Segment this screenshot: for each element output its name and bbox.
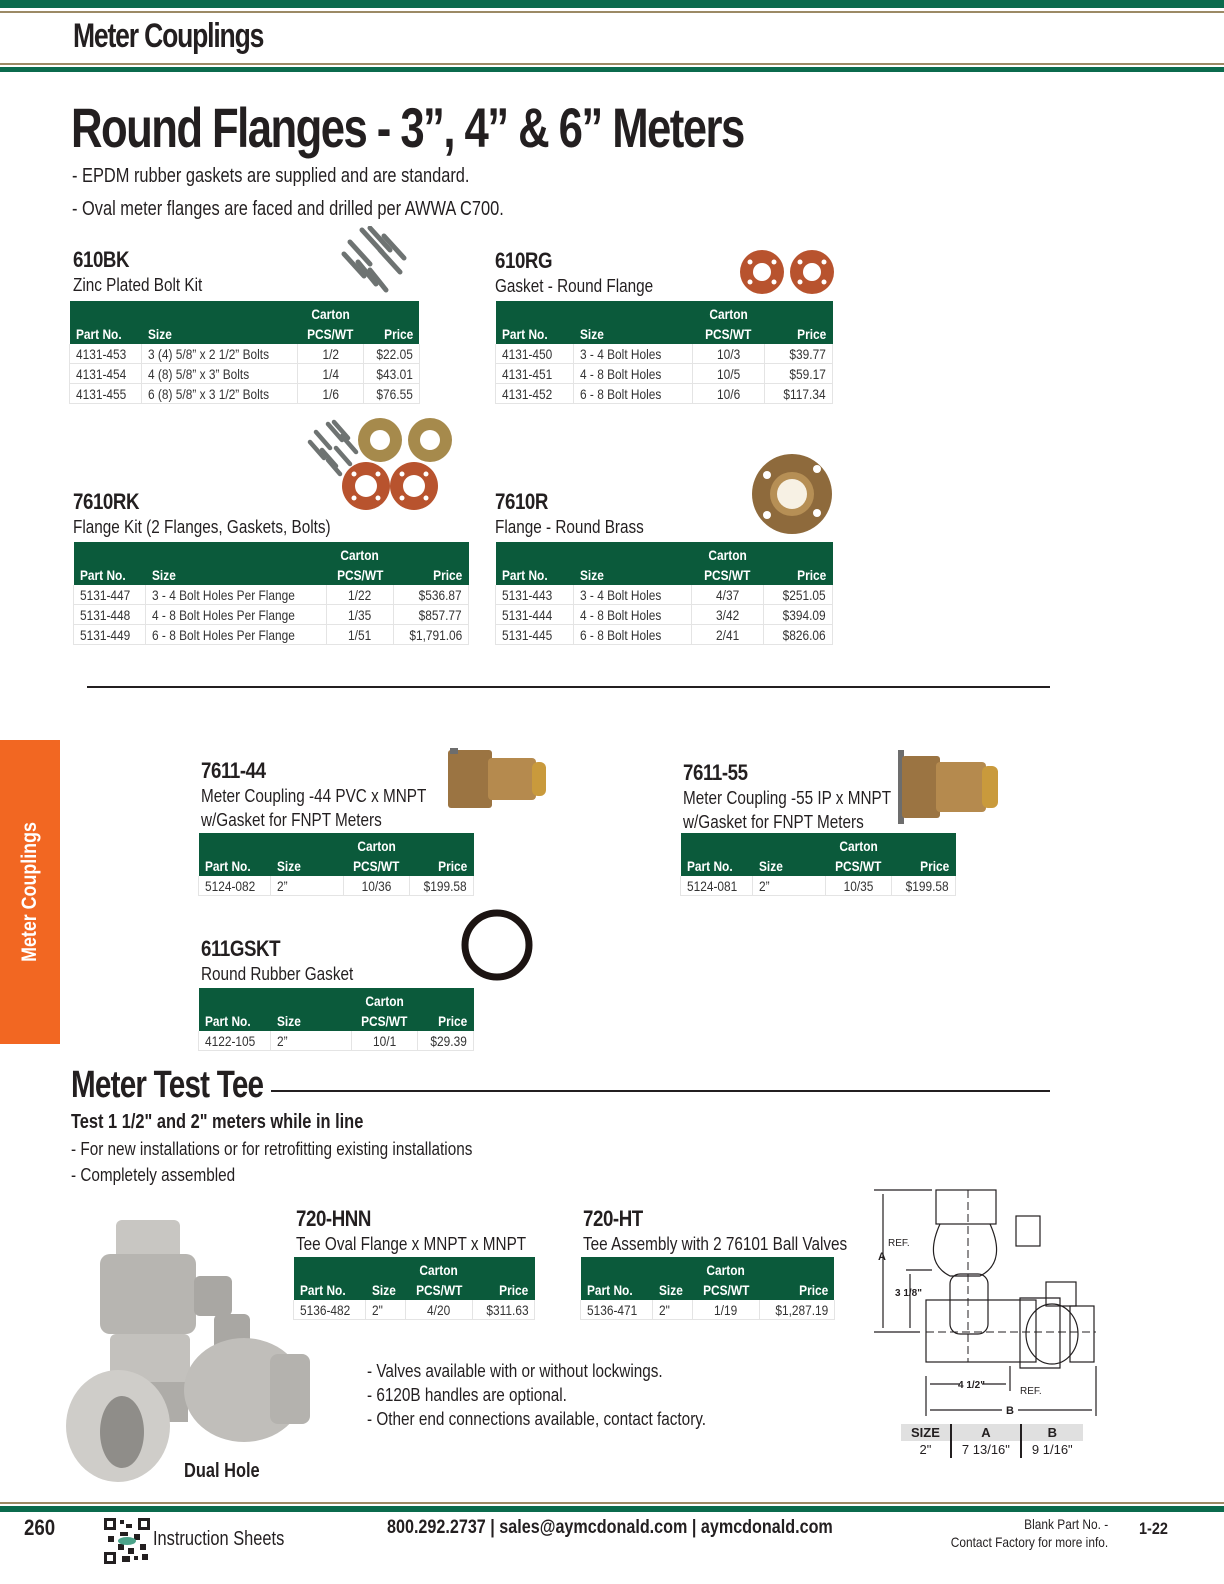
bolt-kit-image — [340, 226, 416, 296]
ref-label-top: REF. — [888, 1238, 910, 1249]
brass-flange-image — [751, 453, 833, 535]
product-table-7611-55: Carton Part No. Size PCS/WT Price 5124-081 2” 10/35 $199.58 — [680, 833, 956, 896]
table-row: 5136-471 2" 1/19 $1,287.19 — [581, 1300, 835, 1320]
section-divider — [87, 686, 1050, 688]
table-row: 5131-447 3 - 4 Bolt Holes Per Flange 1/22 $536.87 — [74, 585, 469, 605]
product-description: Meter Coupling -55 IP x MNPT — [683, 788, 892, 808]
product-code: 7610R — [495, 489, 548, 514]
note-item: - Other end connections available, contact factory. — [367, 1409, 707, 1429]
footer-note: Blank Part No. - Contact Factory for more info. — [950, 1516, 1108, 1550]
product-description: Flange - Round Brass — [495, 517, 644, 537]
test-tee-image — [64, 1214, 314, 1484]
svg-text:REF.: REF. — [1020, 1386, 1042, 1397]
svg-text:3 1/8": 3 1/8" — [895, 1288, 922, 1299]
section-title-meter-test-tee: Meter Test Tee — [71, 1064, 264, 1106]
table-row: 5124-082 2” 10/36 $199.58 — [199, 876, 474, 896]
product-table-610bk: Carton Part No. Size PCS/WT Price 4131-453 3 (4) 5/8” x 2 1/2” Bolts 1/2 $22.05 4131-454 4 (8) 5/8” x 3” Bolts 1/4 $43.01 4131-455 6 (8) 5/8” x 3 1/2” Bolts 1/6 $76.55 — [69, 301, 420, 404]
product-table-7611-44: Carton Part No. Size PCS/WT Price 5124-082 2” 10/36 $199.58 — [198, 833, 474, 896]
table-row: 4131-455 6 (8) 5/8” x 3 1/2” Bolts 1/6 $76.55 — [70, 384, 420, 404]
intro-note: - Oval meter flanges are faced and drilled per AWWA C700. — [72, 198, 504, 220]
product-description: Tee Assembly with 2 76101 Ball Valves — [583, 1234, 848, 1254]
table-row: 4131-453 3 (4) 5/8” x 2 1/2” Bolts 1/2 $22.05 — [70, 344, 420, 364]
product-code: 7611-55 — [683, 760, 748, 785]
feature-bullet: - Completely assembled — [71, 1165, 236, 1185]
qr-code-icon[interactable] — [104, 1518, 150, 1564]
test-tee-dimension-diagram — [870, 1186, 1102, 1426]
section-title-rule — [271, 1090, 1050, 1092]
header-bottom-rule — [0, 63, 1224, 65]
intro-note: - EPDM rubber gaskets are supplied and are standard. — [72, 165, 470, 187]
svg-text:B: B — [1006, 1405, 1014, 1417]
instruction-sheets-link[interactable]: Instruction Sheets — [153, 1528, 285, 1550]
table-row: 5131-443 3 - 4 Bolt Holes 4/37 $251.05 — [496, 585, 833, 605]
table-row: 5136-482 2" 4/20 $311.63 — [294, 1300, 535, 1320]
header-top-bar — [0, 0, 1224, 8]
product-code: 7611-44 — [201, 758, 266, 783]
product-description: Tee Oval Flange x MNPT x MNPT — [296, 1234, 527, 1254]
product-table-720-ht: Carton Part No. Size PCS/WT Price 5136-471 2" 1/19 $1,287.19 — [580, 1257, 835, 1320]
product-code: 610BK — [73, 247, 130, 272]
product-code: 611GSKT — [201, 936, 281, 961]
product-table-610rg: Carton Part No. Size PCS/WT Price 4131-450 3 - 4 Bolt Holes 10/3 $39.77 4131-451 4 - 8 Bolt Holes 10/5 $59.17 4131-452 6 - 8 Bolt Holes 10/6 $117.34 — [495, 301, 833, 404]
table-row: 5131-448 4 - 8 Bolt Holes Per Flange 1/35 $857.77 — [74, 605, 469, 625]
note-item: - Valves available with or without lockwings. — [367, 1361, 663, 1381]
table-row: 4131-451 4 - 8 Bolt Holes 10/5 $59.17 — [496, 364, 833, 384]
product-table-611gskt: Carton Part No. Size PCS/WT Price 4122-105 2” 10/1 $29.39 — [198, 988, 474, 1051]
product-code: 610RG — [495, 248, 553, 273]
product-description: Flange Kit (2 Flanges, Gaskets, Bolts) — [73, 517, 331, 537]
product-description: Gasket - Round Flange — [495, 276, 654, 296]
round-gasket-image — [740, 248, 836, 296]
product-table-7610rk: Carton Part No. Size PCS/WT Price 5131-447 3 - 4 Bolt Holes Per Flange 1/22 $536.87 5131-448 4 - 8 Bolt Holes Per Flange 1/35 $857.77 5131-449 6 - 8 Bolt Holes Per Flange 1/51 $1,791.06 — [73, 542, 469, 645]
product-description: w/Gasket for FNPT Meters — [683, 812, 864, 832]
dimension-table: SIZE A B 2" 7 13/16" 9 1/16" — [901, 1424, 1083, 1458]
product-table-7610r: Carton Part No. Size PCS/WT Price 5131-443 3 - 4 Bolt Holes 4/37 $251.05 5131-444 4 - 8 Bolt Holes 3/42 $394.09 5131-445 6 - 8 Bolt Holes 2/41 $826.06 — [495, 542, 833, 645]
table-row: 4122-105 2” 10/1 $29.39 — [199, 1031, 474, 1051]
product-description: Round Rubber Gasket — [201, 964, 354, 984]
footer-contact: 800.292.2737 | sales@aymcdonald.com | aymcdonald.com — [387, 1517, 833, 1538]
revision-code: 1-22 — [1139, 1519, 1168, 1538]
side-tab-meter-couplings: Meter Couplings — [0, 740, 60, 1044]
section-header-title: Meter Couplings — [73, 17, 264, 55]
feature-bullet: - For new installations or for retrofitting existing installations — [71, 1139, 473, 1159]
page-title: Round Flanges - 3”, 4” & 6” Meters — [71, 96, 744, 159]
table-row: 5131-449 6 - 8 Bolt Holes Per Flange 1/51 $1,791.06 — [74, 625, 469, 645]
table-row: 5124-081 2” 10/35 $199.58 — [681, 876, 956, 896]
product-code: 720-HT — [583, 1206, 643, 1231]
product-description: Zinc Plated Bolt Kit — [73, 275, 203, 295]
table-row: 5131-444 4 - 8 Bolt Holes 3/42 $394.09 — [496, 605, 833, 625]
table-row: 4131-454 4 (8) 5/8” x 3” Bolts 1/4 $43.01 — [70, 364, 420, 384]
header-bottom-bar — [0, 67, 1224, 72]
flange-kit-image — [306, 418, 458, 514]
table-row: 4131-450 3 - 4 Bolt Holes 10/3 $39.77 — [496, 344, 833, 364]
image-caption: Dual Hole — [184, 1460, 260, 1482]
test-tee-subtitle: Test 1 1/2" and 2" meters while in line — [71, 1111, 364, 1133]
table-row: 5131-445 6 - 8 Bolt Holes 2/41 $826.06 — [496, 625, 833, 645]
product-code: 7610RK — [73, 489, 140, 514]
table-row: 4131-452 6 - 8 Bolt Holes 10/6 $117.34 — [496, 384, 833, 404]
footer-top-rule — [0, 1502, 1224, 1504]
product-table-720-hnn: Carton Part No. Size PCS/WT Price 5136-482 2" 4/20 $311.63 — [293, 1257, 535, 1320]
page-number: 260 — [24, 1515, 56, 1540]
table-row: 2" 7 13/16" 9 1/16" — [901, 1441, 1083, 1458]
svg-text:A: A — [878, 1251, 886, 1263]
meter-coupling-image — [444, 746, 550, 812]
meter-coupling-image — [894, 744, 1004, 830]
svg-text:4 1/2": 4 1/2" — [958, 1380, 985, 1391]
product-code: 720-HNN — [296, 1206, 371, 1231]
footer-bar — [0, 1506, 1224, 1512]
rubber-gasket-image — [460, 908, 534, 982]
product-description: Meter Coupling -44 PVC x MNPT — [201, 786, 427, 806]
header-top-rule — [0, 11, 1224, 13]
note-item: - 6120B handles are optional. — [367, 1385, 567, 1405]
product-description: w/Gasket for FNPT Meters — [201, 810, 382, 830]
